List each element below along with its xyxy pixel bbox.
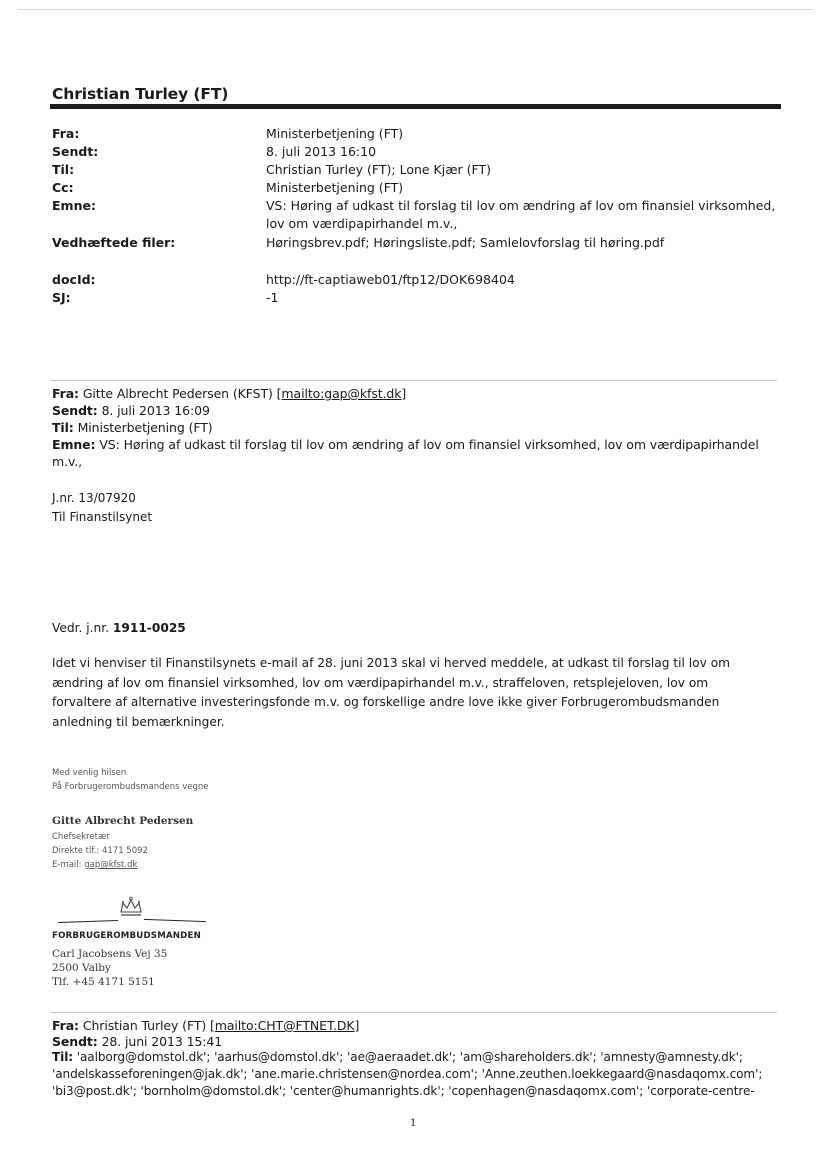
forward-recipients: 'aalborg@domstol.dk'; 'aarhus@domstol.dk'; 'ae@aeraadet.dk'; 'am@shareholders.dk'; 'amnesty@amnesty.dk'; [76,1050,743,1064]
reference-line [52,619,186,637]
forward-value: VS: Høring af udkast til forslag til lov om ændring af lov om finansiel virksomhed, lov om værdipapirhandel [99,437,759,452]
signature-phone: Direkte tlf.: 4171 5092 [52,846,148,856]
forward-recipients: 'andelskasseforeningen@jak.dk'; 'ane.marie.christensen@nordea.com'; 'Anne.zeuthen.loekkegaard@nasdaqomx.com'; [52,1067,763,1081]
mailto-link[interactable]: [mailto:gap@kfst.dk] [276,386,407,401]
logo-rule-left [58,920,118,923]
crown-icon [118,896,144,918]
signature-email-row [52,859,137,872]
forward-value: 28. juni 2013 15:41 [101,1034,223,1049]
body-line: anledning til bemærkninger. [52,714,225,729]
forward-label: Fra: [52,386,79,401]
body-line: Idet vi henviser til Finanstilsynets e-mail af 28. juni 2013 skal vi herved meddele, at udkast til forslag til lov om [52,656,731,670]
letter-body [52,654,742,732]
header-value: lov om værdipapirhandel m.v., [266,216,458,231]
forward-label: Fra: [52,1018,79,1033]
address-phone: Tlf. +45 4171 5151 [52,976,155,988]
forward2-to-cont [52,1066,762,1083]
forward2-from [52,1017,359,1034]
forward2-sent [52,1033,222,1050]
docid-link[interactable]: http://ft-captiaweb01/ftp12/DOK698404 [266,272,515,287]
forward2-to-cont [52,1083,755,1100]
recipient-line: Til Finanstilsynet [52,510,153,524]
forward-separator [50,380,777,381]
top-rule [18,9,813,10]
header-label: Til: [52,162,75,177]
signature-on-behalf: På Forbrugerombudsmandens vegne [52,782,209,792]
header-value: Christian Turley (FT); Lone Kjær (FT) [266,162,491,177]
header-label: Sendt: [52,144,99,159]
header-label: Cc: [52,180,74,195]
forward-separator [50,1012,777,1013]
header-value: Ministerbetjening (FT) [266,126,404,141]
journal-number: J.nr. 13/07920 [52,491,136,505]
forward-sender: Christian Turley (FT) [82,1018,207,1033]
signature-role: Chefsekretær [52,832,110,842]
forward-label: Til: [52,420,74,435]
forward1-subject [52,436,759,453]
header-label: docId: [52,272,96,287]
forward-value: 8. juli 2013 16:09 [101,403,210,418]
signature-email-link[interactable]: gap@kfst.dk [84,860,138,870]
header-label: Emne: [52,198,96,213]
address-city: 2500 Valby [52,962,111,974]
forward-label: Til: [52,1050,73,1064]
forward-label: Sendt: [52,403,98,418]
attachment-list[interactable]: Høringsbrev.pdf; Høringsliste.pdf; Samlelovforslag til høring.pdf [266,235,665,250]
forward1-from [52,385,406,402]
header-label: Fra: [52,126,80,141]
signature-name: Gitte Albrecht Pedersen [52,815,194,827]
title-underline-bar [50,104,781,109]
header-value: Ministerbetjening (FT) [266,180,404,195]
body-line: ændring af lov om finansiel virksomhed, lov om værdipapirhandel m.v., straffeloven, retsplejeloven, lov om [52,675,709,690]
header-value: VS: Høring af udkast til forslag til lov om ændring af lov om finansiel virksomhed, [266,198,776,213]
header-label: SJ: [52,290,71,305]
reference-label: Vedr. j.nr. [52,621,110,635]
forward2-to [52,1049,743,1066]
forward1-to [52,419,213,436]
forward-sender: Gitte Albrecht Pedersen (KFST) [82,386,273,401]
forward-value: m.v., [52,454,83,469]
forward1-subject-cont [52,453,82,470]
reference-number: 1911-0025 [112,621,186,635]
mailto-link[interactable]: [mailto:CHT@FTNET.DK] [210,1018,360,1033]
page-number: 1 [410,1118,417,1129]
forward1-sent [52,402,210,419]
address-street: Carl Jacobsens Vej 35 [52,948,168,960]
logo-rule-right [144,919,206,922]
forward-label: Emne: [52,437,96,452]
header-label: Vedhæftede filer: [52,235,176,250]
mailbox-owner-title: Christian Turley (FT) [52,85,229,103]
body-line: forvaltere af alternative investeringsfonde m.v. og forskellige andre love ikke giver Forbrugerombudsmanden [52,695,720,709]
header-value: 8. juli 2013 16:10 [266,144,377,159]
organization-logo-text: FORBRUGEROMBUDSMANDEN [52,931,201,941]
signature-email-label: E-mail: [52,860,82,870]
forward-recipients: 'bi3@post.dk'; 'bornholm@domstol.dk'; 'center@humanrights.dk'; 'copenhagen@nasdaqomx.com'; 'corporate-centre- [52,1084,755,1098]
signature-greeting: Med venlig hilsen [52,768,127,778]
forward-value: Ministerbetjening (FT) [77,420,213,435]
header-value: -1 [266,290,279,305]
forward-label: Sendt: [52,1034,98,1049]
